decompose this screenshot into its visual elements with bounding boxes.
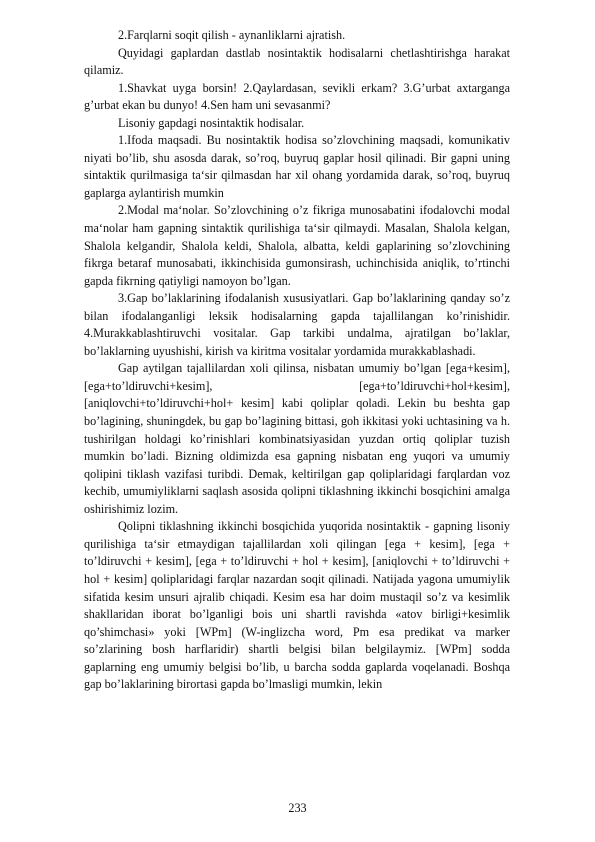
body-text [84,27,510,694]
paragraph-3: 1.Shavkat uyga borsin! 2.Qaylardasan, sevikli erkam? 3.G’urbat axtarganga g’urbat ekan bu dunyo! 4.Sen ham uni sevasanmi? [84,80,510,113]
paragraph-2: Quyidagi gaplardan dastlab nosintaktik hodisalarni chetlashtirishga harakat qilamiz. [84,45,510,78]
paragraph-1: 2.Farqlarni soqit qilish - aynanliklarni ajratish. [118,28,346,42]
paragraph-4: Lisoniy gapdagi nosintaktik hodisalar. [118,115,305,130]
paragraph-7: 3.Gap bo’laklarining ifodalanish xususiyatlari. Gap bo’laklarining qanday so’z bilan ifodalanganligi leksik hodisalarning gapda tajallilangan ko’rinishidir. 4.Murakkablashtiruvchi vositalar. Gap tarkibi undalma, ajratilgan bo’laklar, bo’laklarning uyushishi, kirish va kiritma vositalar yordamida murakkablashadi. [84,291,510,358]
paragraph-9: Qolipni tiklashning ikkinchi bosqichida yuqorida nosintaktik - gapning lisoniy qurilishiga ta‘sir etmaydigan tajallilardan xoli qilingan [ega + kesim], [ega + to’ldiruvchi + kesim], [ega + to’ldiruvchi + hol + kesim], [aniqlovchi + to’ldiruvchi + hol + kesim] qoliplaridagi farqlar nazardan soqit qilinadi. Natijada yagona umumiylik sifatida kesim unsuri ajralib chiqadi. Kesim esa har doim mustaqil so’z va kesimlik shakllaridan iborat bo’lganligi bois uni shartli ravishda «atov birligi+kesimlik qo’shimchasi» yoki [WPm] (W-inglizcha word, Pm esa predikat va marker so’zlarining bosh harflaridir) shartli belgisi bilan belgilaymiz. [WPm] sodda gaplarning eng umumiy belgisi bo’lib, u barcha sodda gaplarda voqelanadi. Boshqa gap bo’laklarining birortasi gapda bo’lmasligi mumkin, lekin [84,519,510,692]
paragraph-6: 2.Modal ma‘nolar. So’zlovchining o’z fikriga munosabatini ifodalovchi modal ma‘nolar ham gapning sintaktik qurilishiga ta‘sir qilmaydi. Masalan, Shalola kelgan, Shalola kelgandir, Shalola keldi, Shalola, albatta, keldi gaplarining so’zlovchining fikrga betaraf munosabati, ikkinchisida gumonsirash, uchinchisida aniqlik, to’rtinchi gapda fikrning qatiyligi namoyon bo’lgan. [84,203,510,288]
paragraph-8: Gap aytilgan tajallilardan xoli qilinsa, nisbatan umumiy bo’lgan [ega+kesim], [ega+to’ldiruvchi+kesim], [ega+to’ldiruvchi+hol+kesim], [aniqlovchi+to’ldiruvchi+hol+ kesim] kabi qoliplar qoladi. Lekin bu beshta gap bo’lagining, shuningdek, bu gap bo’lagining bittasi, goh ikkitasi yoki uchtasining va h. tushirilgan holdagi ko’rinishlari kombinatsiyasidan yuzdan ortiq qoliplar tuzish mumkin bo’ladi. Bizning oldimizda esa gapning nisbatan eng yuqori va umumiy qolipini tiklash vazifasi turibdi. Demak, keltirilgan gap qoliplaridagi farqlardan voz kechib, umumiyliklarni saqlash asosida qolipni tiklashning ikkinchi bosqichini amalga oshirishimiz lozim. [84,361,510,516]
paragraph-5: 1.Ifoda maqsadi. Bu nosintaktik hodisa so’zlovchining maqsadi, komunikativ niyati bo’lib, shu asosda darak, so’roq, buyruq gaplar hosil qilinadi. Bir gapni uning sintaktik qurilmasiga ta‘sir qilmasdan har xil ohang yordamida darak, so’roq, buyruq gaplarga aylantirish mumkin [84,133,510,200]
page-number: 233 [288,801,307,815]
